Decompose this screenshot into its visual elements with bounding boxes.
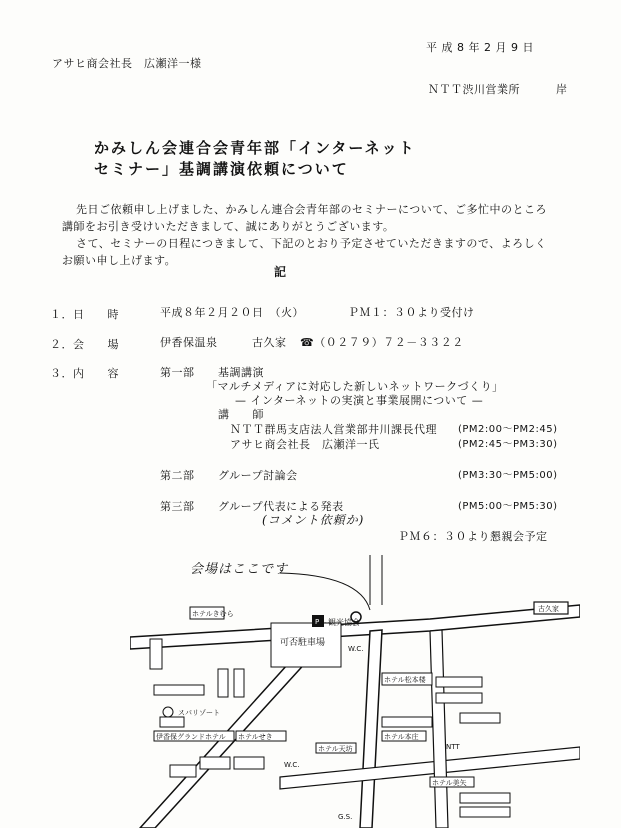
parking-symbol: P <box>315 618 320 626</box>
date-label: １．日 時 <box>50 308 119 321</box>
body-line-1: 先日ご依頼申し上げました、かみしん連合会青年部のセミナーについて、ご多忙中のところ <box>76 203 548 216</box>
part2-time: (PM3:30～PM5:00) <box>458 470 558 481</box>
hotel-label-1: ホテルきむら <box>192 610 234 618</box>
hotel-label-7: ホテル美矢 <box>432 779 467 787</box>
block <box>170 765 196 777</box>
lecturer-1: ＮＴＴ群馬支店法人営業部井川課長代理 <box>230 423 437 436</box>
sender-name: 岸 <box>556 83 568 96</box>
venue-phone: ☎（０２７９）７２－３３２２ <box>300 336 464 349</box>
spa-label: スパリゾート <box>178 709 220 717</box>
part2-name: グループ討論会 <box>218 469 298 482</box>
map-caption: 会場はここです <box>190 562 289 577</box>
furukuya-label: 古久家 <box>538 605 559 613</box>
reception-note: ＰＭ６：３０より懇親会予定 <box>398 530 548 543</box>
hotel-label-3: 伊香保グランドホテル <box>156 733 226 741</box>
hotel-label-6: ホテル天坊 <box>318 745 353 753</box>
lecturer-1-time: (PM2:00～PM2:45) <box>458 424 558 435</box>
ntt-label: NTT <box>446 743 460 751</box>
lecture-subtitle: — インターネットの実演と事業展開について — <box>235 394 484 407</box>
lecture-title: 「マルチメディアに対応した新しいネットワークづくり」 <box>206 380 504 393</box>
block <box>460 793 510 803</box>
venue-label: ２．会 場 <box>50 338 119 351</box>
part1-label: 第一部 <box>160 366 195 379</box>
wc-label-1: W.C. <box>348 645 364 653</box>
part3-time: (PM5:00～PM5:30) <box>458 501 558 512</box>
part3-label: 第三部 <box>160 500 195 513</box>
hotel-label-4: ホテル松本楼 <box>384 676 426 684</box>
block <box>200 757 230 769</box>
date-value: 平成８年２月２０日 （火） <box>160 306 304 319</box>
sender-org: ＮＴＴ渋川営業所 <box>428 83 520 96</box>
hotel-label-5: ホテル本庄 <box>384 733 419 741</box>
body-line-4: お願い申し上げます。 <box>62 254 177 267</box>
block <box>460 713 500 723</box>
block <box>436 677 482 687</box>
block <box>218 669 228 697</box>
part1-name: 基調講演 <box>218 366 264 379</box>
block <box>160 717 184 727</box>
map-drawing <box>130 545 580 828</box>
date-time: ＰＭ１：３０より受付け <box>348 306 475 319</box>
letter-date: 平 成 8 年 2 月 9 日 <box>426 41 534 54</box>
lecturer-2-time: (PM2:45～PM3:30) <box>458 439 558 450</box>
part3-name: グループ代表による発表 <box>218 500 344 513</box>
block <box>382 717 432 727</box>
lecturer-2: アサヒ商会社長 広瀬洋一氏 <box>230 438 380 451</box>
pointer-arrow <box>280 573 370 610</box>
venue-map <box>130 545 580 828</box>
part2-label: 第二部 <box>160 469 195 482</box>
block <box>436 693 482 703</box>
body-line-3: さて、セミナーの日程につきまして、下記のとおり予定させていただきますので、よろしく <box>76 237 547 250</box>
ki-heading: 記 <box>274 265 287 279</box>
right-road <box>430 630 448 828</box>
content-label: ３．内 容 <box>50 367 119 380</box>
lecturer-heading: 講 師 <box>218 408 264 421</box>
block <box>234 669 244 697</box>
letter-recipient: アサヒ商会社長 広瀬洋一様 <box>52 57 202 70</box>
venue-name: 伊香保温泉 古久家 <box>160 336 287 349</box>
tourism-label: 観光協会 <box>328 618 360 627</box>
vertical-road <box>360 630 382 828</box>
title-line-2: セミナー」基調講演依頼について <box>94 160 349 178</box>
handwritten-note: (コメント依頼か) <box>262 513 365 527</box>
title-line-1: かみしん会連合会青年部「インターネット <box>94 139 416 157</box>
hotel-label-2: ホテルせき <box>238 733 273 741</box>
body-line-2: 講師をお引き受けいただきまして、誠にありがとうございます。 <box>62 220 395 233</box>
block <box>154 685 204 695</box>
block <box>234 757 264 769</box>
parking-label: 可否駐車場 <box>280 638 326 648</box>
spa-icon <box>163 707 173 717</box>
block <box>460 807 510 817</box>
gs-label: G.S. <box>338 813 353 821</box>
wc-label-2: W.C. <box>284 761 300 769</box>
block <box>150 639 162 669</box>
